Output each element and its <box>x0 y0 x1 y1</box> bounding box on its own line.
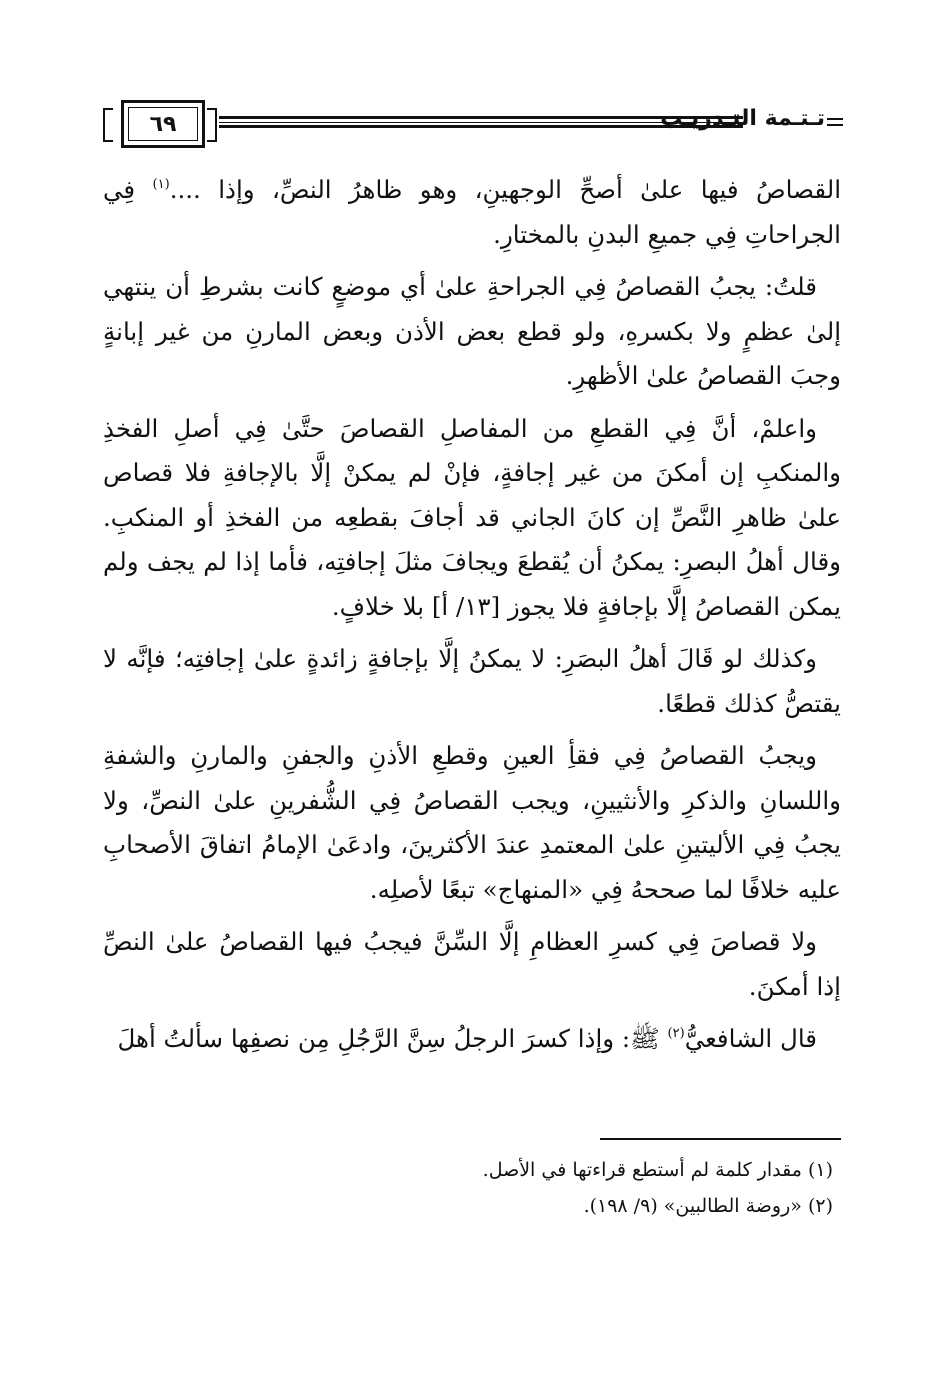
footnotes <box>103 1152 833 1224</box>
page-number: ٦٩ <box>149 111 177 137</box>
footnote-2-text: «روضة الطالبين» (٩/ ١٩٨). <box>583 1195 802 1217</box>
footnote-1-text: مقدار كلمة لم أستطع قراءتها في الأصل. <box>482 1159 802 1181</box>
running-title: تـتـمة التـدريـب <box>660 106 825 131</box>
page-number-frame <box>121 100 205 148</box>
main-text <box>103 168 841 1062</box>
paragraph-3: واعلمْ، أنَّ فِي القطعِ من المفاصلِ القصاصَ حتَّىٰ فِي أصلِ الفخذِ والمنكبِ إن أمكنَ من غير إجافةٍ، فإنْ لم يمكنْ إلَّا بالإجافةِ فلا قصاص علىٰ ظاهرِ النَّصِّ إن كانَ الجاني قد أجافَ بقطعِه من الفخذِ أو المنكبِ. وقال أهلُ البصرِ: يمكنُ أن يُقطعَ ويجافَ مثلَ إجافتِه، فأما إذا لم يجف ولم يمكن القصاصُ إلَّا بإجافةٍ فلا يجوز [١٣/ أ] بلا خلافٍ. <box>103 413 841 621</box>
footnote-1-marker: (١) <box>807 1159 833 1181</box>
footnote-1 <box>103 1152 833 1188</box>
page-header <box>103 100 843 156</box>
paragraph-1-text-start: القصاصُ فيها علىٰ أصحِّ الوجهينِ، وهو ظاهرُ النصِّ، وإذا .... <box>169 175 842 204</box>
title-rule <box>827 118 843 127</box>
footnote-ref-2[interactable]: (٢) <box>667 1026 685 1041</box>
footnote-2-marker: (٢) <box>807 1195 833 1217</box>
paragraph-7 <box>103 1017 841 1062</box>
footnote-separator <box>600 1138 841 1140</box>
paragraph-5: ويجبُ القصاصُ فِي فقأِ العينِ وقطعِ الأذنِ والجفنِ والمارنِ والشفةِ واللسانِ والذكرِ والأنثيينِ، ويجب القصاصُ فِي الشُّفرينِ علىٰ النصِّ، ولا يجبُ فِي الأليتينِ علىٰ المعتمدِ عندَ الأكثرينَ، وادعَىٰ الإمامُ اتفاقَ الأصحابِ عليه خلافًا لما صححهُ فِي «المنهاج» تبعًا لأصلِه. <box>103 741 841 904</box>
page-number-bracket-right <box>207 108 217 142</box>
paragraph-7-text-start: قال الشافعيُّ <box>684 1024 817 1053</box>
footnote-2 <box>103 1188 833 1224</box>
page-number-bracket-left <box>103 108 113 142</box>
paragraph-2: قلتُ: يجبُ القصاصُ فِي الجراحةِ علىٰ أي موضعٍ كانت بشرطِ أن ينتهي إلىٰ عظمٍ ولا بكسرهِ، ولو قطع بعض الأذن وبعض المارنِ من غير إبانةٍ وجبَ القصاصُ علىٰ الأظهرِ. <box>103 272 841 390</box>
footnote-ref-1[interactable]: (١) <box>152 177 170 192</box>
paragraph-6: ولا قصاصَ فِي كسرِ العظامِ إلَّا السِّنَّ فيجبُ فيها القصاصُ علىٰ النصِّ إذا أمكنَ. <box>103 927 841 1001</box>
paragraph-4: وكذلك لو قَالَ أهلُ البصَرِ: لا يمكنُ إلَّا بإجافةٍ زائدةٍ علىٰ إجافتِه؛ فإنَّه لا يقتصُّ كذلك قطعًا. <box>103 644 841 718</box>
paragraph-1 <box>103 168 841 257</box>
paragraph-7-text-end: ﷺ: وإذا كسرَ الرجلُ سِنَّ الرَّجُلِ مِن نصفِها سألتُ أهلَ <box>117 1024 668 1053</box>
paragraph-1-text-end: فِي الجراحاتِ فِي جميعِ البدنِ بالمختارِ. <box>103 175 841 249</box>
